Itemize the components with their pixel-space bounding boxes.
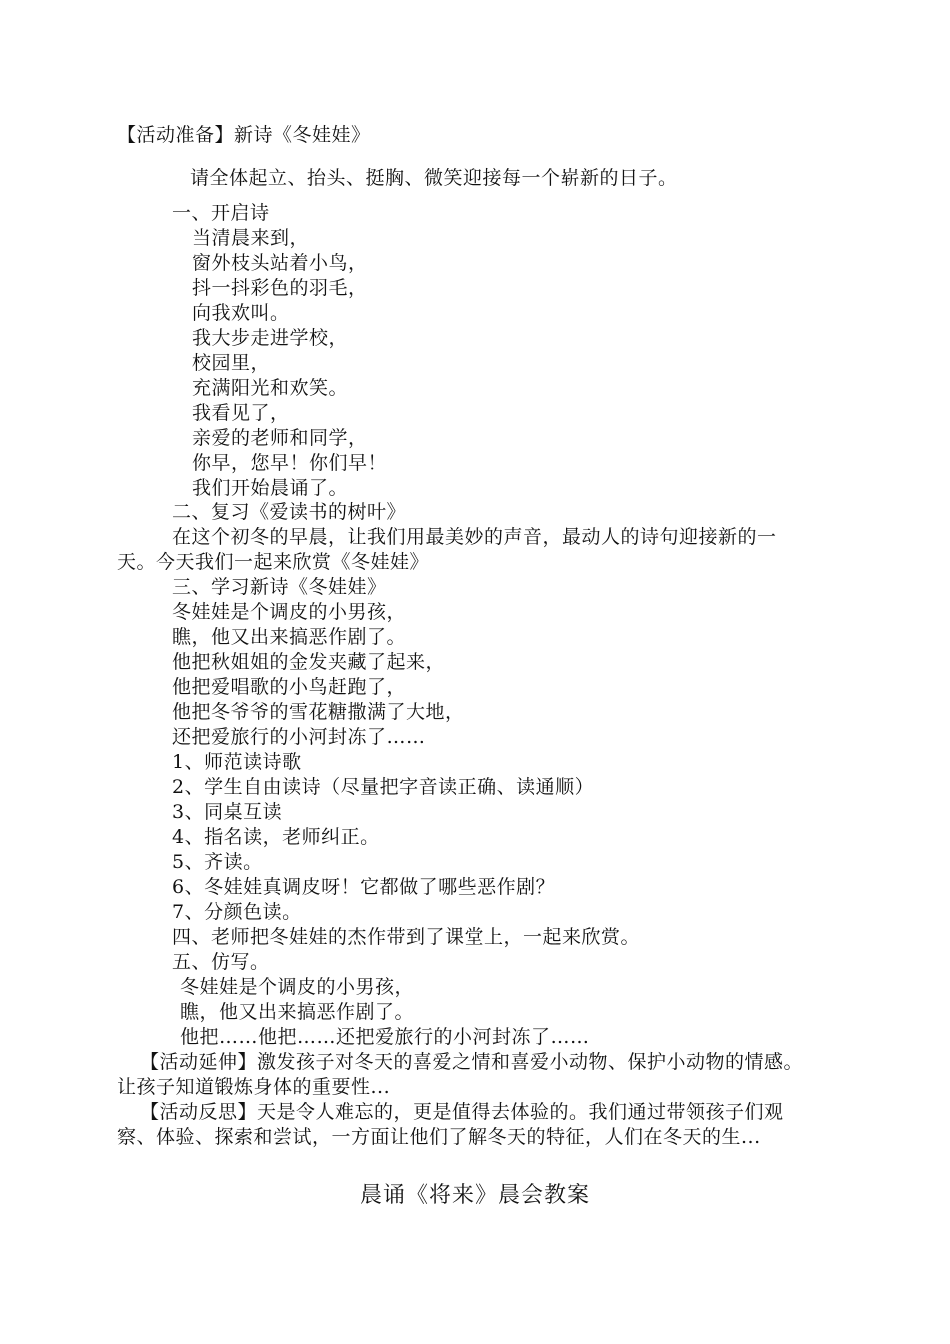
step-item: 3、同桌互读	[172, 801, 283, 823]
step-item: 1、师范读诗歌	[172, 751, 302, 773]
poem-line: 窗外枝头站着小鸟，	[192, 252, 368, 274]
poem-line: 你早，您早！你们早！	[192, 452, 388, 474]
activity-reflection: 【活动反思】天是令人难忘的，更是值得去体验的。我们通过带领孩子们观	[140, 1101, 784, 1123]
poem-line: 校园里，	[192, 352, 271, 374]
section-5-heading: 五、仿写。	[172, 951, 270, 973]
poem-line: 他把……他把……还把爱旅行的小河封冻了……	[180, 1026, 590, 1048]
step-item: 2、学生自由读诗（尽量把字音读正确、读通顺）	[172, 776, 595, 798]
activity-prep-heading: 【活动准备】新诗《冬娃娃》	[117, 124, 371, 146]
step-item: 4、指名读，老师纠正。	[172, 826, 380, 848]
poem-line: 当清晨来到，	[192, 227, 310, 249]
poem-line: 向我欢叫。	[192, 302, 290, 324]
poem-line: 他把秋姐姐的金发夹藏了起来，	[172, 651, 446, 673]
poem-line: 抖一抖彩色的羽毛，	[192, 277, 368, 299]
step-item: 5、齐读。	[172, 851, 263, 873]
poem-line: 瞧，他又出来搞恶作剧了。	[172, 626, 407, 648]
paragraph-line: 天。今天我们一起来欣赏《冬娃娃》	[117, 551, 430, 573]
section-1-heading: 一、开启诗	[172, 202, 270, 224]
poem-line: 我们开始晨诵了。	[192, 477, 349, 499]
poem-line: 我看见了，	[192, 402, 290, 424]
poem-line: 他把爱唱歌的小鸟赶跑了，	[172, 676, 407, 698]
poem-line: 他把冬爷爷的雪花糖撒满了大地，	[172, 701, 465, 723]
opening-instruction: 请全体起立、抬头、挺胸、微笑迎接每一个崭新的日子。	[190, 167, 678, 189]
paragraph-line: 在这个初冬的早晨，让我们用最美妙的声音，最动人的诗句迎接新的一	[172, 526, 777, 548]
paragraph-line: 察、体验、探索和尝试，一方面让他们了解冬天的特征，人们在冬天的生...	[117, 1126, 761, 1148]
poem-line: 我大步走进学校，	[192, 327, 349, 349]
poem-line: 充满阳光和欢笑。	[192, 377, 349, 399]
section-3-heading: 三、学习新诗《冬娃娃》	[172, 576, 387, 598]
poem-line: 还把爱旅行的小河封冻了……	[172, 726, 426, 748]
next-lesson-title: 晨诵《将来》晨会教案	[359, 1183, 590, 1208]
poem-line: 瞧，他又出来搞恶作剧了。	[180, 1001, 415, 1023]
poem-line: 冬娃娃是个调皮的小男孩，	[172, 601, 407, 623]
poem-line: 亲爱的老师和同学，	[192, 427, 368, 449]
poem-line: 冬娃娃是个调皮的小男孩，	[180, 976, 415, 998]
step-item: 7、分颜色读。	[172, 901, 302, 923]
section-4-heading: 四、老师把冬娃娃的杰作带到了课堂上，一起来欣赏。	[172, 926, 641, 948]
step-item: 6、冬娃娃真调皮呀！它都做了哪些恶作剧？	[172, 876, 556, 898]
paragraph-line: 让孩子知道锻炼身体的重要性...	[117, 1076, 391, 1098]
activity-extension: 【活动延伸】激发孩子对冬天的喜爱之情和喜爱小动物、保护小动物的情感。	[140, 1051, 804, 1073]
section-2-heading: 二、复习《爱读书的树叶》	[172, 501, 407, 523]
